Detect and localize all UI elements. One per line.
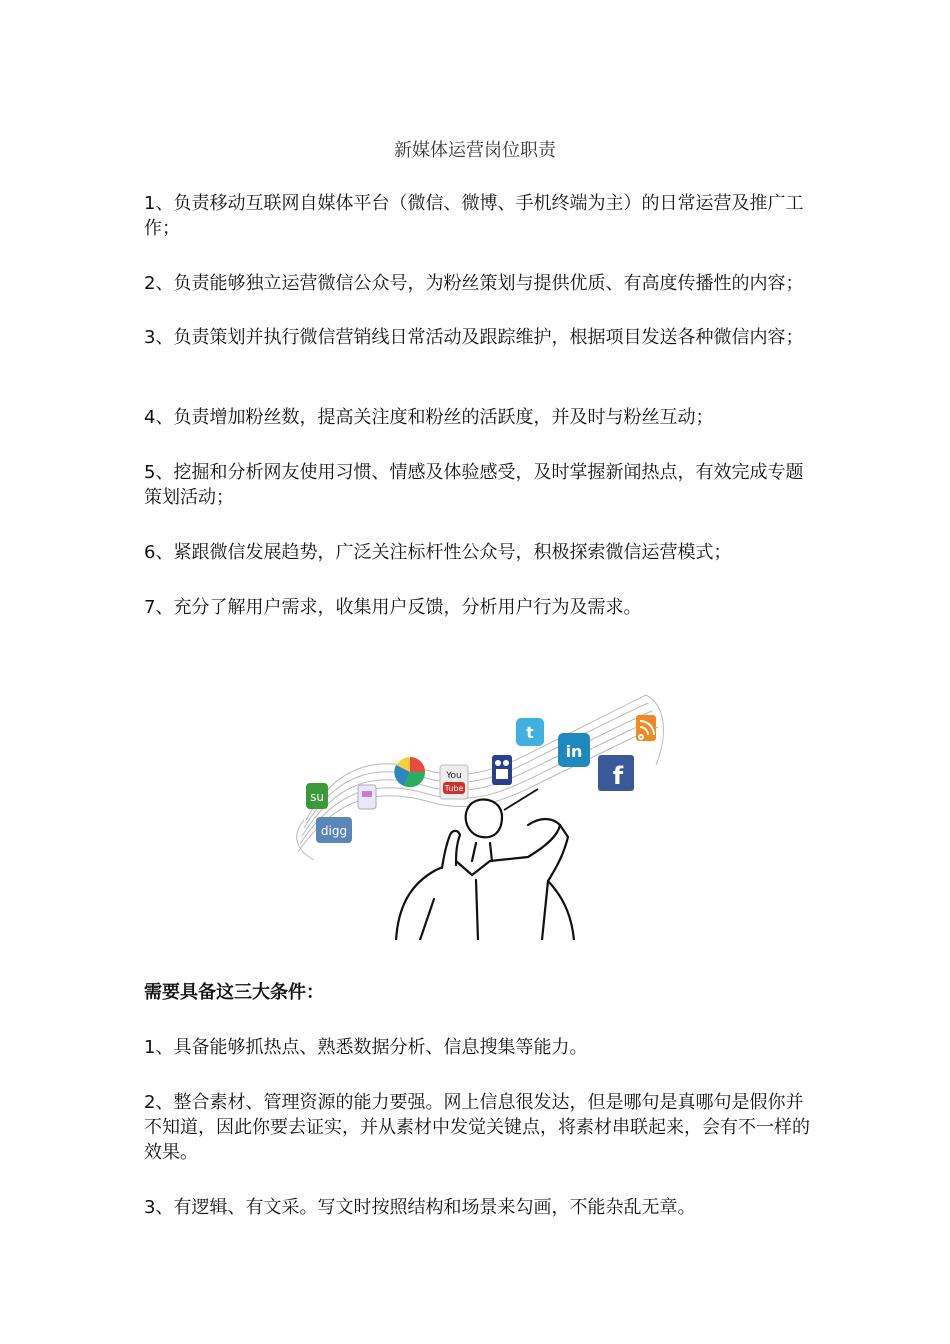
duty-item-7: 7、充分了解用户需求，收集用户反馈，分析用户行为及需求。 [144,597,642,618]
svg-text:f: f [612,762,624,790]
twitter-icon [516,718,544,746]
svg-text:in: in [565,742,583,761]
svg-text:t: t [526,723,534,742]
facebook-icon [598,755,634,791]
digg-icon [316,817,352,843]
svg-text:Tube: Tube [444,784,464,793]
duty-item-3: 3、负责策划并执行微信营销线日常活动及跟踪维护，根据项目发送各种微信内容； [144,327,804,348]
google-icon [358,785,376,809]
picasa-icon [394,757,425,787]
requirement-item-1: 1、具备能够抓热点、熟悉数据分析、信息搜集等能力。 [144,1037,588,1058]
requirement-item-3: 3、有逻辑、有文采。写文时按照结构和场景来勾画，不能杂乱无章。 [144,1197,696,1218]
stumbleupon-icon [306,783,328,809]
duty-item-6: 6、紧跟微信发展趋势，广泛关注标杆性公众号，积极探索微信运营模式； [144,542,732,563]
duty-item-1: 1、负责移动互联网自媒体平台（微信、微博、手机终端为主）的日常运营及推广工作； [144,193,804,239]
illustration-svg [296,685,666,940]
requirement-item-2: 2、整合素材、管理资源的能力要强。网上信息很发达，但是哪句是真哪句是假你并不知道，因此你要去证实，并从素材中发觉关键点，将素材串联起来，会有不一样的效果。 [144,1092,810,1163]
duty-item-4: 4、负责增加粉丝数，提高关注度和粉丝的活跃度，并及时与粉丝互动； [144,407,714,428]
svg-text:You: You [446,771,462,781]
duty-item-5: 5、挖掘和分析网友使用习惯、情感及体验感受，及时掌握新闻热点，有效完成专题策划活动； [144,462,804,508]
rss-icon [636,715,656,741]
requirements-heading: 需要具备这三大条件： [144,982,324,1003]
conductor-figure [396,799,574,940]
conductor-social-media-illustration [296,685,666,940]
myspace-icon [492,755,512,785]
duty-item-2: 2、负责能够独立运营微信公众号，为粉丝策划与提供优质、有高度传播性的内容； [144,273,804,294]
youtube-icon [440,765,468,799]
svg-text:digg: digg [320,824,348,838]
page-title: 新媒体运营岗位职责 [394,140,556,161]
linkedin-icon [558,733,590,767]
svg-text:su: su [310,790,324,804]
